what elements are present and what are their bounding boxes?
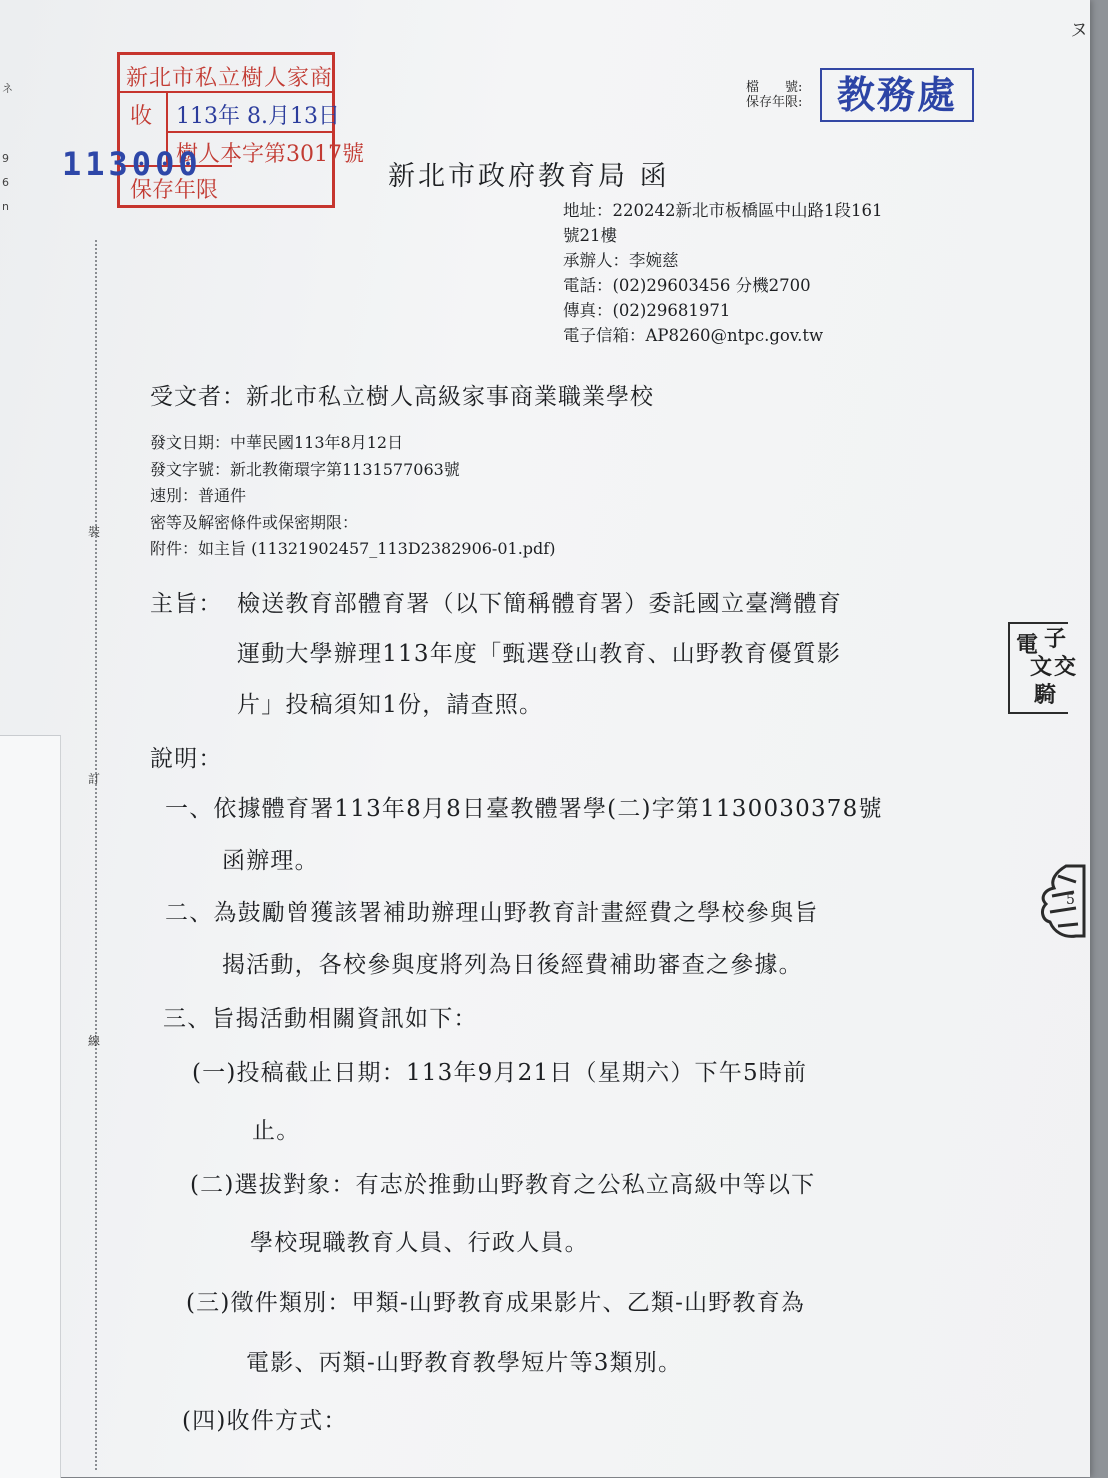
office-stamp: 教務處 bbox=[820, 68, 974, 122]
issue-date: 發文日期：中華民國113年8月12日 bbox=[150, 433, 404, 452]
phone: 電話：(02)29603456 分機2700 bbox=[563, 276, 811, 295]
stamp-char: 電 bbox=[1016, 632, 1039, 658]
explanation-subitem: (四)收件方式： bbox=[182, 1408, 348, 1434]
margin-mark: n bbox=[2, 200, 9, 213]
stamp-divider bbox=[120, 91, 332, 93]
secrecy: 密等及解密條件或保密期限： bbox=[150, 512, 359, 532]
explanation-subitem: 止。 bbox=[252, 1118, 301, 1144]
address-line: 號21樓 bbox=[563, 226, 617, 245]
fax: 傳真：(02)29681971 bbox=[563, 301, 731, 320]
attachment: 附件：如主旨 (11321902457_113D2382906-01.pdf) bbox=[150, 539, 556, 558]
file-number-label: 檔 號: bbox=[746, 80, 803, 95]
seal-mark bbox=[1036, 862, 1086, 942]
stamp-char: 交 bbox=[1054, 654, 1077, 680]
doc-number: 發文字號：新北教衛環字第1131577063號 bbox=[150, 459, 460, 479]
email: 電子信箱：AP8260@ntpc.gov.tw bbox=[563, 326, 824, 345]
subject-line: 片」投稿須知1份，請查照。 bbox=[237, 692, 544, 718]
address-line: 地址：220242新北市板橋區中山路1段161 bbox=[563, 201, 883, 220]
binding-label-zhuang: 裝 bbox=[88, 525, 101, 539]
subject-label: 主旨： bbox=[150, 591, 223, 617]
subject-line: 運動大學辦理113年度「甄選登山教育、山野教育優質影 bbox=[237, 641, 842, 667]
contact-block bbox=[563, 198, 882, 348]
margin-mark: 9 bbox=[2, 152, 9, 165]
document-title: 新北市政府教育局 函 bbox=[388, 161, 670, 192]
explanation-item: 二、為鼓勵曾獲該署補助辦理山野教育計畫經費之學校參與旨 bbox=[165, 900, 819, 926]
stamp-char: 文 bbox=[1030, 654, 1053, 680]
margin-mark: 6 bbox=[2, 176, 9, 189]
stamp-divider bbox=[166, 131, 332, 133]
electronic-doc-stamp bbox=[1008, 622, 1077, 714]
stamp-school-name: 新北市私立樹人家商 bbox=[126, 66, 334, 91]
explanation-subitem: (二)選拔對象：有志於推動山野教育之公私立高級中等以下 bbox=[190, 1172, 816, 1198]
stamp-char: 騎 bbox=[1034, 682, 1057, 708]
explanation-label: 說明： bbox=[150, 746, 223, 772]
stamp-doc-number: 樹人本字第3017號 bbox=[176, 142, 364, 167]
speed: 速別：普通件 bbox=[150, 486, 247, 505]
file-info bbox=[746, 80, 802, 110]
explanation-item: 一、依據體育署113年8月8日臺教體署學(二)字第1130030378號 bbox=[165, 796, 883, 822]
stamp-keep-period: 保存年限 bbox=[130, 178, 219, 203]
stamp-date: 113年 8.月13日 bbox=[176, 104, 340, 129]
subject-line: 檢送教育部體育署（以下簡稱體育署）委託國立臺灣體育 bbox=[237, 591, 842, 617]
explanation-item: 三、旨揭活動相關資訊如下： bbox=[163, 1006, 478, 1032]
receipt-stamp bbox=[117, 52, 364, 208]
explanation-subitem: (三)徵件類別：甲類-山野教育成果影片、乙類-山野教育為 bbox=[186, 1290, 806, 1316]
handwritten-number: 113000 bbox=[62, 145, 202, 183]
seal-number: 5 bbox=[1066, 892, 1075, 908]
keep-period-label: 保存年限: bbox=[746, 95, 803, 110]
stamp-receive-label: 收 bbox=[130, 104, 153, 129]
explanation-subitem: 學校現職教育人員、行政人員。 bbox=[250, 1230, 589, 1256]
underlying-sheet bbox=[0, 735, 61, 1478]
stamp-char: 子 bbox=[1044, 626, 1067, 652]
meta-block bbox=[150, 430, 555, 563]
margin-mark: ネ bbox=[2, 82, 13, 95]
recipient: 受文者：新北市私立樹人高級家事商業職業學校 bbox=[150, 384, 654, 410]
binding-dotted-line bbox=[95, 240, 97, 1470]
explanation-subitem: 電影、丙類-山野教育教學短片等3類別。 bbox=[246, 1350, 683, 1376]
explanation-item: 揭活動，各校參與度將列為日後經費補助審查之參據。 bbox=[222, 952, 803, 978]
explanation-subitem: (一)投稿截止日期：113年9月21日（星期六）下午5時前 bbox=[192, 1060, 808, 1086]
explanation-item: 函辦理。 bbox=[222, 848, 319, 874]
handler: 承辦人：李婉慈 bbox=[563, 251, 679, 270]
binding-label-ding: 訂 bbox=[88, 772, 101, 786]
corner-mark: ヌ bbox=[1070, 20, 1088, 41]
binding-label-xian: 線 bbox=[88, 1034, 101, 1048]
